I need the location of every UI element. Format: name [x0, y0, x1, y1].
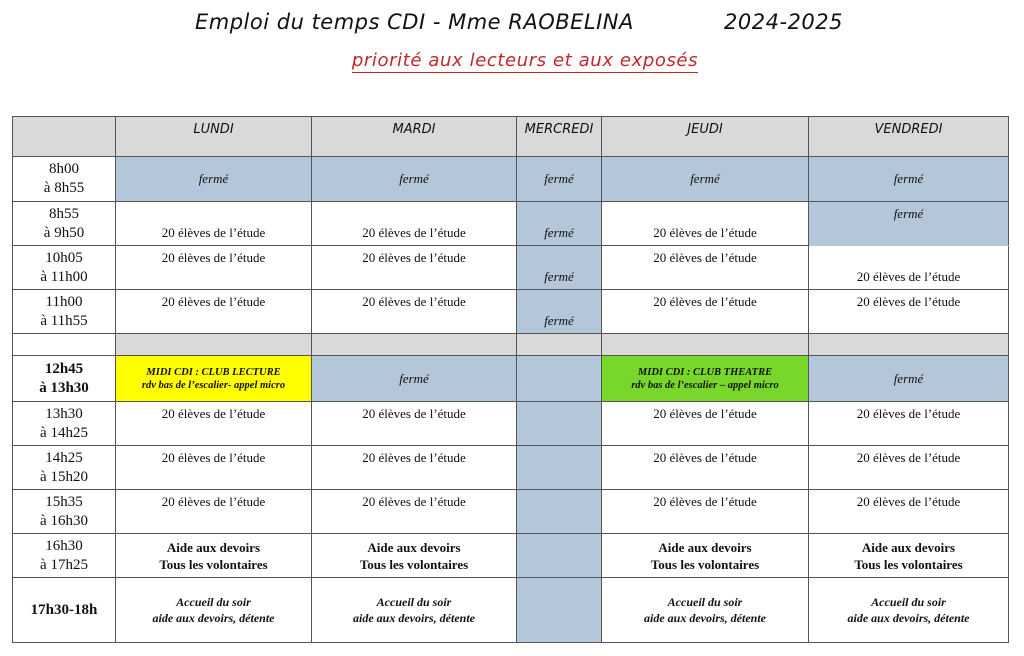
evening-line-2: aide aux devoirs, détente: [353, 611, 475, 625]
cell-study: 20 élèves de l’étude: [809, 402, 1009, 446]
cell-study: 20 élèves de l’étude: [809, 290, 1009, 334]
time-cell: 17h30-18h: [13, 578, 116, 643]
slot-row-4: [13, 290, 1009, 334]
cell-blank-blue: [517, 534, 602, 578]
time-cell: [13, 534, 116, 578]
spacer-cell: [602, 334, 809, 356]
time-cell: [13, 290, 116, 334]
cell-study: 20 élèves de l’étude: [116, 290, 312, 334]
cell-study: 20 élèves de l’étude: [602, 446, 809, 490]
help-line-1: Aide aux devoirs: [861, 539, 956, 555]
cell-study: 20 élèves de l’étude: [602, 246, 809, 290]
cell-study: 20 élèves de l’étude: [809, 490, 1009, 534]
cell-study: 20 élèves de l’étude: [116, 202, 312, 246]
cell-closed: fermé: [517, 157, 602, 202]
help-line-2: Tous les volontaires: [854, 556, 963, 572]
cell-study: 20 élèves de l’étude: [116, 246, 312, 290]
time-start: 14h25: [45, 449, 83, 466]
day-header-row: [13, 117, 1009, 157]
cell-closed: fermé: [602, 157, 809, 202]
cell-study: 20 élèves de l’étude: [312, 446, 517, 490]
time-start: 12h45: [44, 360, 84, 377]
subtitle: [0, 50, 1024, 71]
subtitle-text: priorité aux lecteurs et aux exposés: [351, 50, 699, 71]
slot-row-7: [13, 446, 1009, 490]
time-cell: [13, 246, 116, 290]
cell-blank-blue: [517, 578, 602, 643]
evening-line-1: Accueil du soir: [667, 595, 743, 609]
help-line-1: Aide aux devoirs: [658, 539, 752, 555]
day-monday: LUNDI: [116, 117, 312, 157]
cell-evening: [116, 578, 312, 643]
club-theatre-info: rdv bas de l’escalier – appel micro: [631, 379, 779, 391]
cell-closed: fermé: [116, 157, 312, 202]
help-line-1: Aide aux devoirs: [166, 539, 261, 555]
time-end: à 16h30: [40, 512, 88, 529]
cell-homework-help: [312, 534, 517, 578]
cell-closed: fermé: [312, 356, 517, 402]
slot-row-5: [13, 356, 1009, 402]
timetable: [12, 116, 1009, 643]
cell-blank-blue: [517, 446, 602, 490]
time-start: 13h30: [45, 405, 83, 422]
time-cell: [13, 446, 116, 490]
school-year: 2024-2025: [724, 10, 843, 34]
time-end: à 17h25: [40, 556, 88, 573]
evening-line-2: aide aux devoirs, détente: [644, 611, 766, 625]
cell-study: 20 élèves de l’étude: [809, 246, 1009, 290]
corner-cell: [13, 117, 116, 157]
schedule-title: Emploi du temps CDI - Mme RAOBELINA: [195, 10, 634, 34]
help-line-2: Tous les volontaires: [359, 556, 469, 572]
cell-homework-help: [116, 534, 312, 578]
time-cell: [13, 402, 116, 446]
cell-study: 20 élèves de l’étude: [116, 490, 312, 534]
slot-row-6: [13, 402, 1009, 446]
time-end: à 14h25: [40, 424, 88, 441]
evening-line-1: Accueil du soir: [176, 595, 251, 609]
club-reading-title: MIDI CDI : CLUB LECTURE: [146, 366, 281, 378]
spacer-cell: [809, 334, 1009, 356]
help-line-2: Tous les volontaires: [650, 556, 760, 572]
cell-closed: fermé: [517, 290, 602, 334]
cell-evening: [312, 578, 517, 643]
time-start: 16h30: [45, 537, 83, 554]
cell-study: 20 élèves de l’étude: [312, 202, 517, 246]
time-end: à 13h30: [39, 379, 89, 396]
cell-homework-help: [602, 534, 809, 578]
club-theatre-cell: [602, 356, 809, 402]
time-cell: [13, 490, 116, 534]
time-cell: [13, 356, 116, 402]
time-end: à 15h20: [40, 468, 88, 485]
club-theatre-title: MIDI CDI : CLUB THEATRE: [637, 366, 773, 378]
time-start: 8h00: [49, 161, 79, 177]
time-start: 15h35: [45, 493, 83, 510]
page-title: [0, 10, 1024, 38]
day-thursday: JEUDI: [602, 117, 809, 157]
time-end: à 9h50: [43, 224, 85, 241]
cell-study: 20 élèves de l’étude: [809, 446, 1009, 490]
spacer-cell: [116, 334, 312, 356]
cell-closed: fermé: [809, 356, 1009, 402]
slot-row-9: [13, 534, 1009, 578]
cell-closed: fermé: [517, 202, 602, 246]
cell-blank-blue: [517, 356, 602, 402]
time-start: 10h05: [45, 249, 83, 266]
day-friday: VENDREDI: [809, 117, 1009, 157]
evening-line-2: aide aux devoirs, détente: [152, 611, 275, 625]
time-start: 8h55: [49, 205, 79, 222]
cell-closed: fermé: [809, 202, 1009, 246]
day-wednesday: MERCREDI: [517, 117, 602, 157]
cell-study: 20 élèves de l’étude: [602, 490, 809, 534]
lunch-spacer-row: [13, 334, 1009, 356]
cell-study: 20 élèves de l’étude: [602, 202, 809, 246]
cell-blank-blue: [517, 402, 602, 446]
evening-line-2: aide aux devoirs, détente: [847, 611, 970, 625]
time-cell: [13, 202, 116, 246]
cell-study: 20 élèves de l’étude: [116, 446, 312, 490]
evening-line-1: Accueil du soir: [376, 595, 452, 609]
time-cell: [13, 157, 116, 202]
time-start: 11h00: [45, 293, 83, 310]
slot-row-2: [13, 202, 1009, 246]
cell-blank-blue: [517, 490, 602, 534]
cell-study: 20 élèves de l’étude: [312, 246, 517, 290]
slot-row-1: [13, 157, 1009, 202]
cell-study: 20 élèves de l’étude: [602, 402, 809, 446]
slot-row-8: [13, 490, 1009, 534]
cell-study: 20 élèves de l’étude: [116, 402, 312, 446]
cell-evening: [602, 578, 809, 643]
cell-closed: fermé: [312, 157, 517, 202]
time-end: à 11h55: [40, 312, 88, 329]
slot-row-3: [13, 246, 1009, 290]
spacer-cell: [13, 334, 116, 356]
spacer-cell: [517, 334, 602, 356]
slot-row-10: [13, 578, 1009, 643]
cell-study: 20 élèves de l’étude: [312, 290, 517, 334]
cell-homework-help: [809, 534, 1009, 578]
cell-study: 20 élèves de l’étude: [602, 290, 809, 334]
cell-evening: [809, 578, 1009, 643]
time-end: à 8h55: [43, 180, 85, 196]
time-end: à 11h00: [40, 268, 88, 285]
spacer-cell: [312, 334, 517, 356]
day-tuesday: MARDI: [312, 117, 517, 157]
cell-study: 20 élèves de l’étude: [312, 490, 517, 534]
cell-study: 20 élèves de l’étude: [312, 402, 517, 446]
cell-closed: fermé: [809, 157, 1009, 202]
help-line-2: Tous les volontaires: [159, 556, 268, 572]
cell-closed: fermé: [517, 246, 602, 290]
help-line-1: Aide aux devoirs: [367, 539, 461, 555]
club-reading-info: rdv bas de l’escalier- appel micro: [141, 379, 286, 391]
evening-line-1: Accueil du soir: [871, 595, 946, 609]
club-reading-cell: [116, 356, 312, 402]
